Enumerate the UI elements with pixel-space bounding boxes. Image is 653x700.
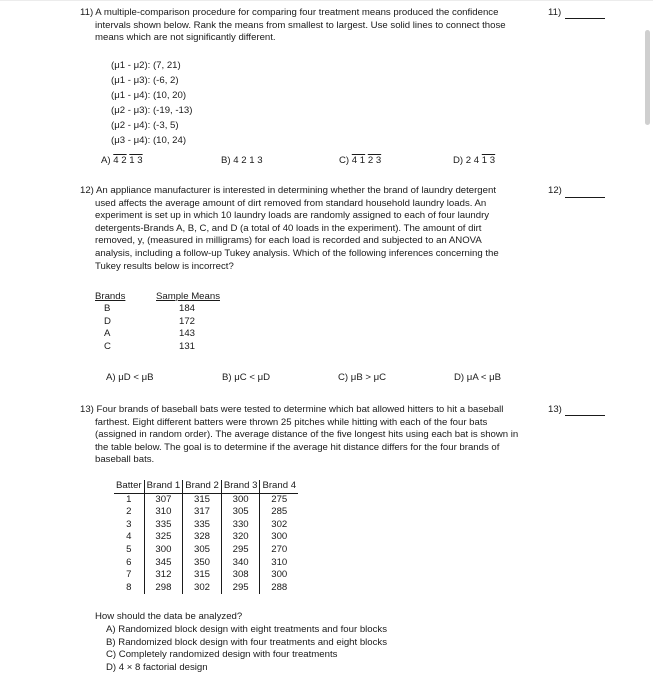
table-row: B 184 xyxy=(104,303,196,314)
table-row: 1 307 315 300 275 xyxy=(114,493,298,506)
q11-text xyxy=(80,7,506,45)
q13-text xyxy=(80,404,519,467)
q12-number: 12) xyxy=(548,185,562,196)
q13-option-d[interactable]: D) 4 × 8 factorial design xyxy=(106,661,208,673)
col-header: Brand 4 xyxy=(260,480,298,493)
q13-options xyxy=(106,624,387,674)
q12-option-c[interactable]: C) μB > μC xyxy=(338,372,387,383)
q11-interval: (μ2 - μ4): (-3, 5) xyxy=(111,120,179,131)
top-divider xyxy=(0,0,653,1)
col-header: Batter xyxy=(116,480,142,491)
q12-option-a[interactable]: A) μD < μB xyxy=(106,372,154,383)
q13-line-4: the table below. The goal is to determine if the average hit distance differs for the four brands of xyxy=(95,441,500,453)
col-header: Brand 1 xyxy=(144,480,183,493)
q11-interval: (μ1 - μ2): (7, 21) xyxy=(111,60,181,71)
q13-question: How should the data be analyzed? xyxy=(95,611,243,622)
q12-option-d[interactable]: D) μA < μB xyxy=(454,372,502,383)
table-row: C 131 xyxy=(104,340,196,352)
q13-line-3: (assigned in random order). The average distance of the five longest hits using each bat is shown in xyxy=(95,429,519,441)
q11-answer-blank[interactable] xyxy=(565,18,605,19)
q11-interval: (μ1 - μ4): (10, 20) xyxy=(111,90,187,101)
q12-line-1: 12) An appliance manufacturer is interested in determining whether the brand of laundry detergent xyxy=(80,185,496,196)
table-row: A 143 xyxy=(104,328,196,339)
q11-line-1: 11) A multiple-comparison procedure for comparing four treatment means produced the confidence xyxy=(80,7,499,18)
table-row: 6 345 350 340 310 xyxy=(114,557,298,570)
q11-line-3: means which are not significantly different. xyxy=(95,32,276,44)
q12-line-7: Tukey results below is incorrect? xyxy=(95,260,234,272)
q11-option-d[interactable]: D) 2 4 1 3 xyxy=(453,155,496,166)
q13-batting-table xyxy=(114,480,298,594)
q12-line-3: experiment is set up in which 10 laundry loads are randomly assigned to each of four laundry xyxy=(95,210,490,222)
q13-line-1: 13) Four brands of baseball bats were tested to determine which bat allowed hitters to hit a baseball xyxy=(80,404,504,415)
q12-line-6: analysis, including a follow-up Tukey analysis. Which of the following inferences concerning the xyxy=(95,247,499,259)
q12-answer-blank[interactable] xyxy=(565,197,605,198)
q12-header-means: Sample Means xyxy=(156,291,220,302)
q11-interval: (μ2 - μ3): (-19, -13) xyxy=(111,105,193,116)
q11-line-2: intervals shown below. Rank the means from smallest to largest. Use solid lines to connect those xyxy=(95,19,506,31)
q12-header-brands: Brands xyxy=(95,291,126,302)
q13-option-c[interactable]: C) Completely randomized design with four treatments xyxy=(106,649,338,661)
q13-option-a[interactable]: A) Randomized block design with eight treatments and four blocks xyxy=(106,624,388,635)
q13-line-5: baseball bats. xyxy=(95,454,155,466)
q11-number: 11) xyxy=(548,7,562,18)
table-row: 7 312 315 308 300 xyxy=(114,569,298,582)
col-header: Brand 3 xyxy=(221,480,260,493)
table-row: 2 310 317 305 285 xyxy=(114,506,298,519)
q13-number: 13) xyxy=(548,404,562,415)
q11-option-b[interactable]: B) 4 2 1 3 xyxy=(221,155,263,166)
q11-interval: (μ1 - μ3): (-6, 2) xyxy=(111,75,179,86)
q12-option-b[interactable]: B) μC < μD xyxy=(222,372,271,383)
table-row: 3 335 335 330 302 xyxy=(114,519,298,532)
q12-means-table xyxy=(95,291,235,353)
q11-option-a[interactable]: A) 4 2 1 3 xyxy=(101,155,143,166)
q12-text xyxy=(80,185,499,273)
q13-option-b[interactable]: B) Randomized block design with four treatments and eight blocks xyxy=(106,636,388,648)
table-row: 8 298 302 295 288 xyxy=(114,582,298,595)
q12-line-4: detergents-Brands A, B, C, and D (a total of 40 loads in the experiment). The amount of dirt xyxy=(95,222,482,234)
q11-option-c[interactable]: C) 4 1 2 3 xyxy=(339,155,382,166)
col-header: Brand 2 xyxy=(183,480,222,493)
table-row: 5 300 305 295 270 xyxy=(114,544,298,557)
table-header-row xyxy=(114,480,298,493)
q11-interval: (μ3 - μ4): (10, 24) xyxy=(111,135,187,146)
scrollbar[interactable] xyxy=(645,30,650,125)
q11-intervals xyxy=(111,58,192,148)
q13-line-2: farthest. Eight different batters were thrown 25 pitches while hitting with each of the four bats xyxy=(95,416,488,428)
q13-answer-blank[interactable] xyxy=(565,415,605,416)
q12-line-2: used affects the average amount of dirt removed from standard household laundry loads. An xyxy=(95,197,487,209)
q12-line-5: removed, y, (measured in milligrams) for each load is recorded and subjected to an ANOVA xyxy=(95,235,482,247)
table-row: D 172 xyxy=(104,315,196,327)
table-row: 4 325 328 320 300 xyxy=(114,531,298,544)
